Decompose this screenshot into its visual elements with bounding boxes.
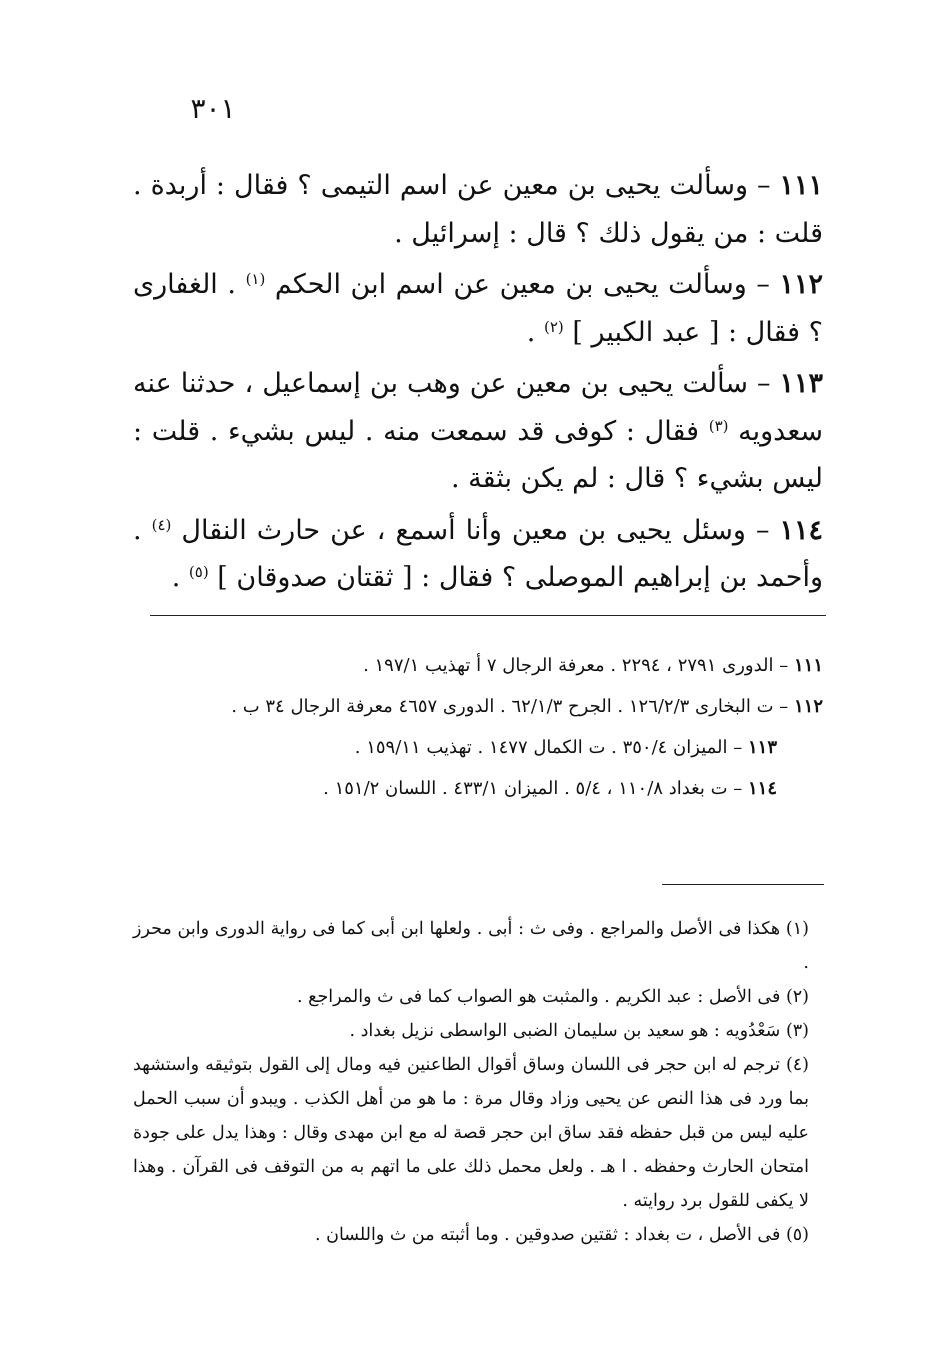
reference-number: ١١١	[793, 655, 823, 676]
footnote-text: هكذا فى الأصل والمراجع . وفى ث : أبى . ولعلها ابن أبى كما فى رواية الدورى وابن محرز .	[133, 919, 809, 973]
entry-number: ١١١	[779, 170, 824, 201]
entry-number: ١١٤	[779, 514, 823, 546]
footnote-divider	[662, 884, 824, 885]
entry-114	[133, 507, 823, 602]
footnote-5	[133, 1218, 823, 1252]
footnote-2	[133, 980, 823, 1014]
footnote-mark: (٣)	[785, 1021, 809, 1041]
entry-113	[133, 360, 823, 503]
entry-text: الغفارى ؟ فقال : [ عبد الكبير ]	[133, 269, 823, 348]
footnote-marker: (١)	[245, 270, 266, 288]
footnote-1	[133, 912, 823, 980]
reference-111	[133, 645, 823, 686]
reference-112	[133, 686, 823, 727]
footnote-mark: (١)	[785, 919, 809, 939]
entry-text: – وسئل يحيى بن معين وأنا أسمع ، عن حارث النقال	[181, 514, 770, 546]
footnote-3	[133, 1014, 823, 1048]
footnote-mark: (٥)	[785, 1225, 809, 1245]
reference-113	[133, 727, 823, 768]
reference-text: – ت البخارى ١٢٦/٢/٣ . الجرح ٦٢/١/٣ . الدورى ٤٦٥٧ معرفة الرجال ٣٤ ب .	[231, 696, 789, 717]
main-text	[133, 162, 823, 606]
references-section	[133, 645, 823, 809]
footnote-marker: (٢)	[543, 317, 564, 336]
reference-text: – ت بغداد ١١٠/٨ ، ٥/٤ . الميزان ٤٣٣/١ . اللسان ١٥١/٢ .	[323, 778, 743, 799]
entry-number: ١١٣	[779, 368, 823, 399]
reference-number: ١١٤	[747, 778, 777, 799]
footnote-mark: (٢)	[785, 987, 809, 1007]
entry-text: – وسألت يحيى بن معين عن اسم ابن الحكم	[274, 269, 770, 300]
entry-text: – سألت يحيى بن معين عن وهب بن إسماعيل ، حدثنا عنه سعدويه	[133, 368, 823, 447]
reference-text: – الميزان ٣٥٠/٤ . ت الكمال ١٤٧٧ . تهذيب ١٥٩/١١ .	[354, 737, 743, 758]
entry-text: – وسألت يحيى بن معين عن اسم التيمى ؟ فقال : أربدة . قلت : من يقول ذلك ؟ قال : إسرائيل .	[133, 170, 823, 249]
footnote-text: فى الأصل ، ت بغداد : ثقتين صدوقين . وما أثبته من ث واللسان .	[314, 1225, 781, 1245]
entry-text: . وأحمد بن إبراهيم الموصلى ؟ فقال : [ ثقتان صدوقان ]	[133, 514, 823, 593]
footnote-marker: (٣)	[708, 416, 729, 435]
entry-111	[133, 162, 823, 257]
footnote-marker: (٤)	[151, 515, 172, 534]
entry-text: فقال : كوفى قد سمعت منه . ليس بشيء . قلت : ليس بشيء ؟ قال : لم يكن بثقة .	[133, 415, 823, 494]
reference-114	[133, 768, 823, 809]
footnote-mark: (٤)	[785, 1055, 809, 1075]
entry-text: .	[171, 562, 181, 593]
footnote-text: فى الأصل : عبد الكريم . والمثبت هو الصواب كما فى ث والمراجع .	[297, 987, 781, 1007]
reference-number: ١١٣	[747, 737, 777, 758]
divider	[150, 615, 826, 616]
entry-number: ١١٢	[779, 269, 823, 300]
footnote-4	[133, 1048, 823, 1218]
reference-number: ١١٢	[793, 696, 823, 717]
footnote-marker: (٥)	[188, 563, 209, 581]
entry-text: .	[526, 316, 536, 348]
footnote-text: ترجم له ابن حجر فى اللسان وساق أقوال الطاعنين فيه ومال إلى القول بتوثيقه واستشهد بما ورد فى هذا النص عن يحيى وزاد وقال مرة : ما هو من أهل الكذب . ويبدو أن سبب الحمل عليه ليس من قبل حفظه فقد ساق ابن حجر قصة له مع ابن مهدى وقال : وهذا يدل على جودة امتحان الحارث وحفظه . ا هـ . ولعل محمل ذلك على ما اتهم به من التوقف فى القرآن . وهذا لا يكفى للقول برد روايته .	[133, 1055, 809, 1211]
page-number: ٣٠١	[190, 92, 236, 125]
footnote-text: سَعْدُويه : هو سعيد بن سليمان الضبى الواسطى نزيل بغداد .	[349, 1021, 781, 1041]
entry-112: ١١٢ – وسألت يحيى بن معين عن اسم ابن الحكم $^{(١)}$ . الغفارى ؟ فقال : [ عبد الكبير ] $^{(٢)}$ .	[133, 269, 823, 348]
footnotes-section	[133, 912, 823, 1252]
reference-text: – الدورى ٢٧٩١ ، ٢٢٩٤ . معرفة الرجال ٧ أ تهذيب ١٩٧/١ .	[363, 655, 789, 676]
